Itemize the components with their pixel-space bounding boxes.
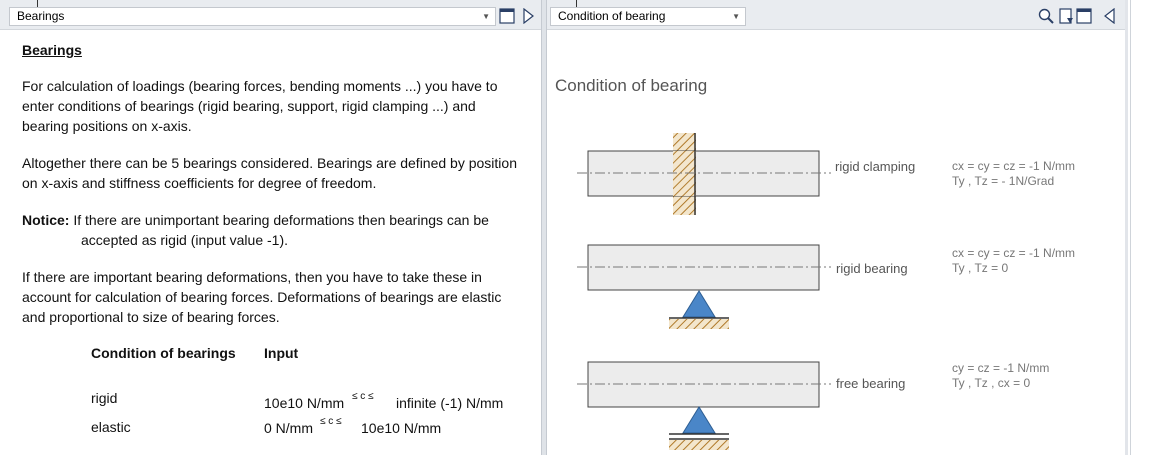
table-cell-input-right: 10e10 N/mm	[361, 420, 442, 436]
paragraph-2	[22, 153, 522, 193]
ground-hatch	[669, 319, 729, 329]
ground-hatch	[669, 440, 729, 450]
chevron-down-icon[interactable]: ▼	[732, 12, 740, 21]
formula-rigid-clamping	[952, 159, 1075, 189]
paragraph-line: on x-axis and stiffness coefficients for degree of freedom.	[22, 175, 377, 191]
topic-select-value: Bearings	[17, 9, 65, 23]
paragraph-line: account for calculation of bearing forces. Deformations of bearings are elastic	[22, 289, 502, 305]
doc-title: Bearings	[22, 42, 82, 58]
paragraph-line: bearing positions on x-axis.	[22, 118, 192, 134]
paragraph-line: Altogether there can be 5 bearings considered. Bearings are defined by position	[22, 155, 517, 171]
formula-free-bearing	[952, 361, 1049, 391]
notice-label: Notice:	[22, 212, 70, 228]
figure-select-value: Condition of bearing	[558, 9, 666, 23]
chevron-down-icon[interactable]: ▼	[482, 12, 490, 21]
notice-block	[22, 210, 522, 250]
support-triangle	[683, 291, 715, 317]
table-cell-input-left: 0 N/mm	[264, 420, 313, 436]
formula-rigid-bearing	[952, 246, 1075, 276]
rigid-clamping-figure	[577, 133, 831, 215]
leq-symbol: ≤ c ≤	[352, 391, 374, 402]
notice-line: If there are unimportant bearing deformations then bearings can be	[73, 212, 489, 228]
label-rigid-clamping: rigid clamping	[835, 159, 916, 174]
leq-symbol: ≤ c ≤	[320, 416, 342, 427]
window-border-line	[1130, 0, 1131, 455]
table-cell-symbol	[352, 391, 374, 407]
formula-line: cy = cz = -1 N/mm	[952, 361, 1050, 375]
table-cell-condition: rigid	[91, 390, 118, 406]
table-cell-input-right: infinite (-1) N/mm	[396, 395, 504, 411]
topic-select[interactable]	[9, 7, 496, 26]
figure-heading: Condition of bearing	[555, 76, 708, 95]
play-right-icon[interactable]	[522, 8, 534, 24]
table-cell-condition: elastic	[91, 419, 131, 435]
table-cell-input-left: 10e10 N/mm	[264, 395, 345, 411]
formula-line: Ty , Tz = 0	[952, 261, 1009, 275]
window-icon[interactable]	[499, 8, 515, 24]
support-triangle	[683, 407, 715, 433]
formula-line: cx = cy = cz = -1 N/mm	[952, 159, 1076, 173]
right-panel	[547, 0, 1125, 455]
formula-line: Ty , Tz = - 1N/Grad	[952, 174, 1055, 188]
paragraph-line: enter conditions of bearings (rigid bearing, support, rigid clamping ...) and	[22, 98, 476, 114]
notice-line: accepted as rigid (input value -1).	[81, 232, 288, 248]
formula-line: cx = cy = cz = -1 N/mm	[952, 246, 1076, 260]
label-rigid-bearing: rigid bearing	[836, 261, 908, 276]
table-cell-symbol	[320, 416, 342, 432]
left-panel	[0, 0, 541, 455]
paragraph-line: If there are important bearing deformations, then you have to take these in	[22, 269, 482, 285]
left-toolbar	[0, 0, 541, 30]
rigid-bearing-figure	[577, 245, 831, 329]
paragraph-1	[22, 76, 522, 136]
label-free-bearing: free bearing	[836, 376, 906, 391]
doc-title-wrap	[22, 40, 522, 60]
paragraph-line: For calculation of loadings (bearing forces, bending moments ...) you have to	[22, 78, 498, 94]
paragraph-3	[22, 267, 522, 327]
table-header-condition: Condition of bearings	[91, 345, 236, 361]
free-bearing-figure	[577, 362, 831, 450]
paragraph-line: and proportional to size of bearing forces.	[22, 309, 280, 325]
formula-line: Ty , Tz , cx = 0	[952, 376, 1031, 390]
table-header-input: Input	[264, 345, 299, 361]
